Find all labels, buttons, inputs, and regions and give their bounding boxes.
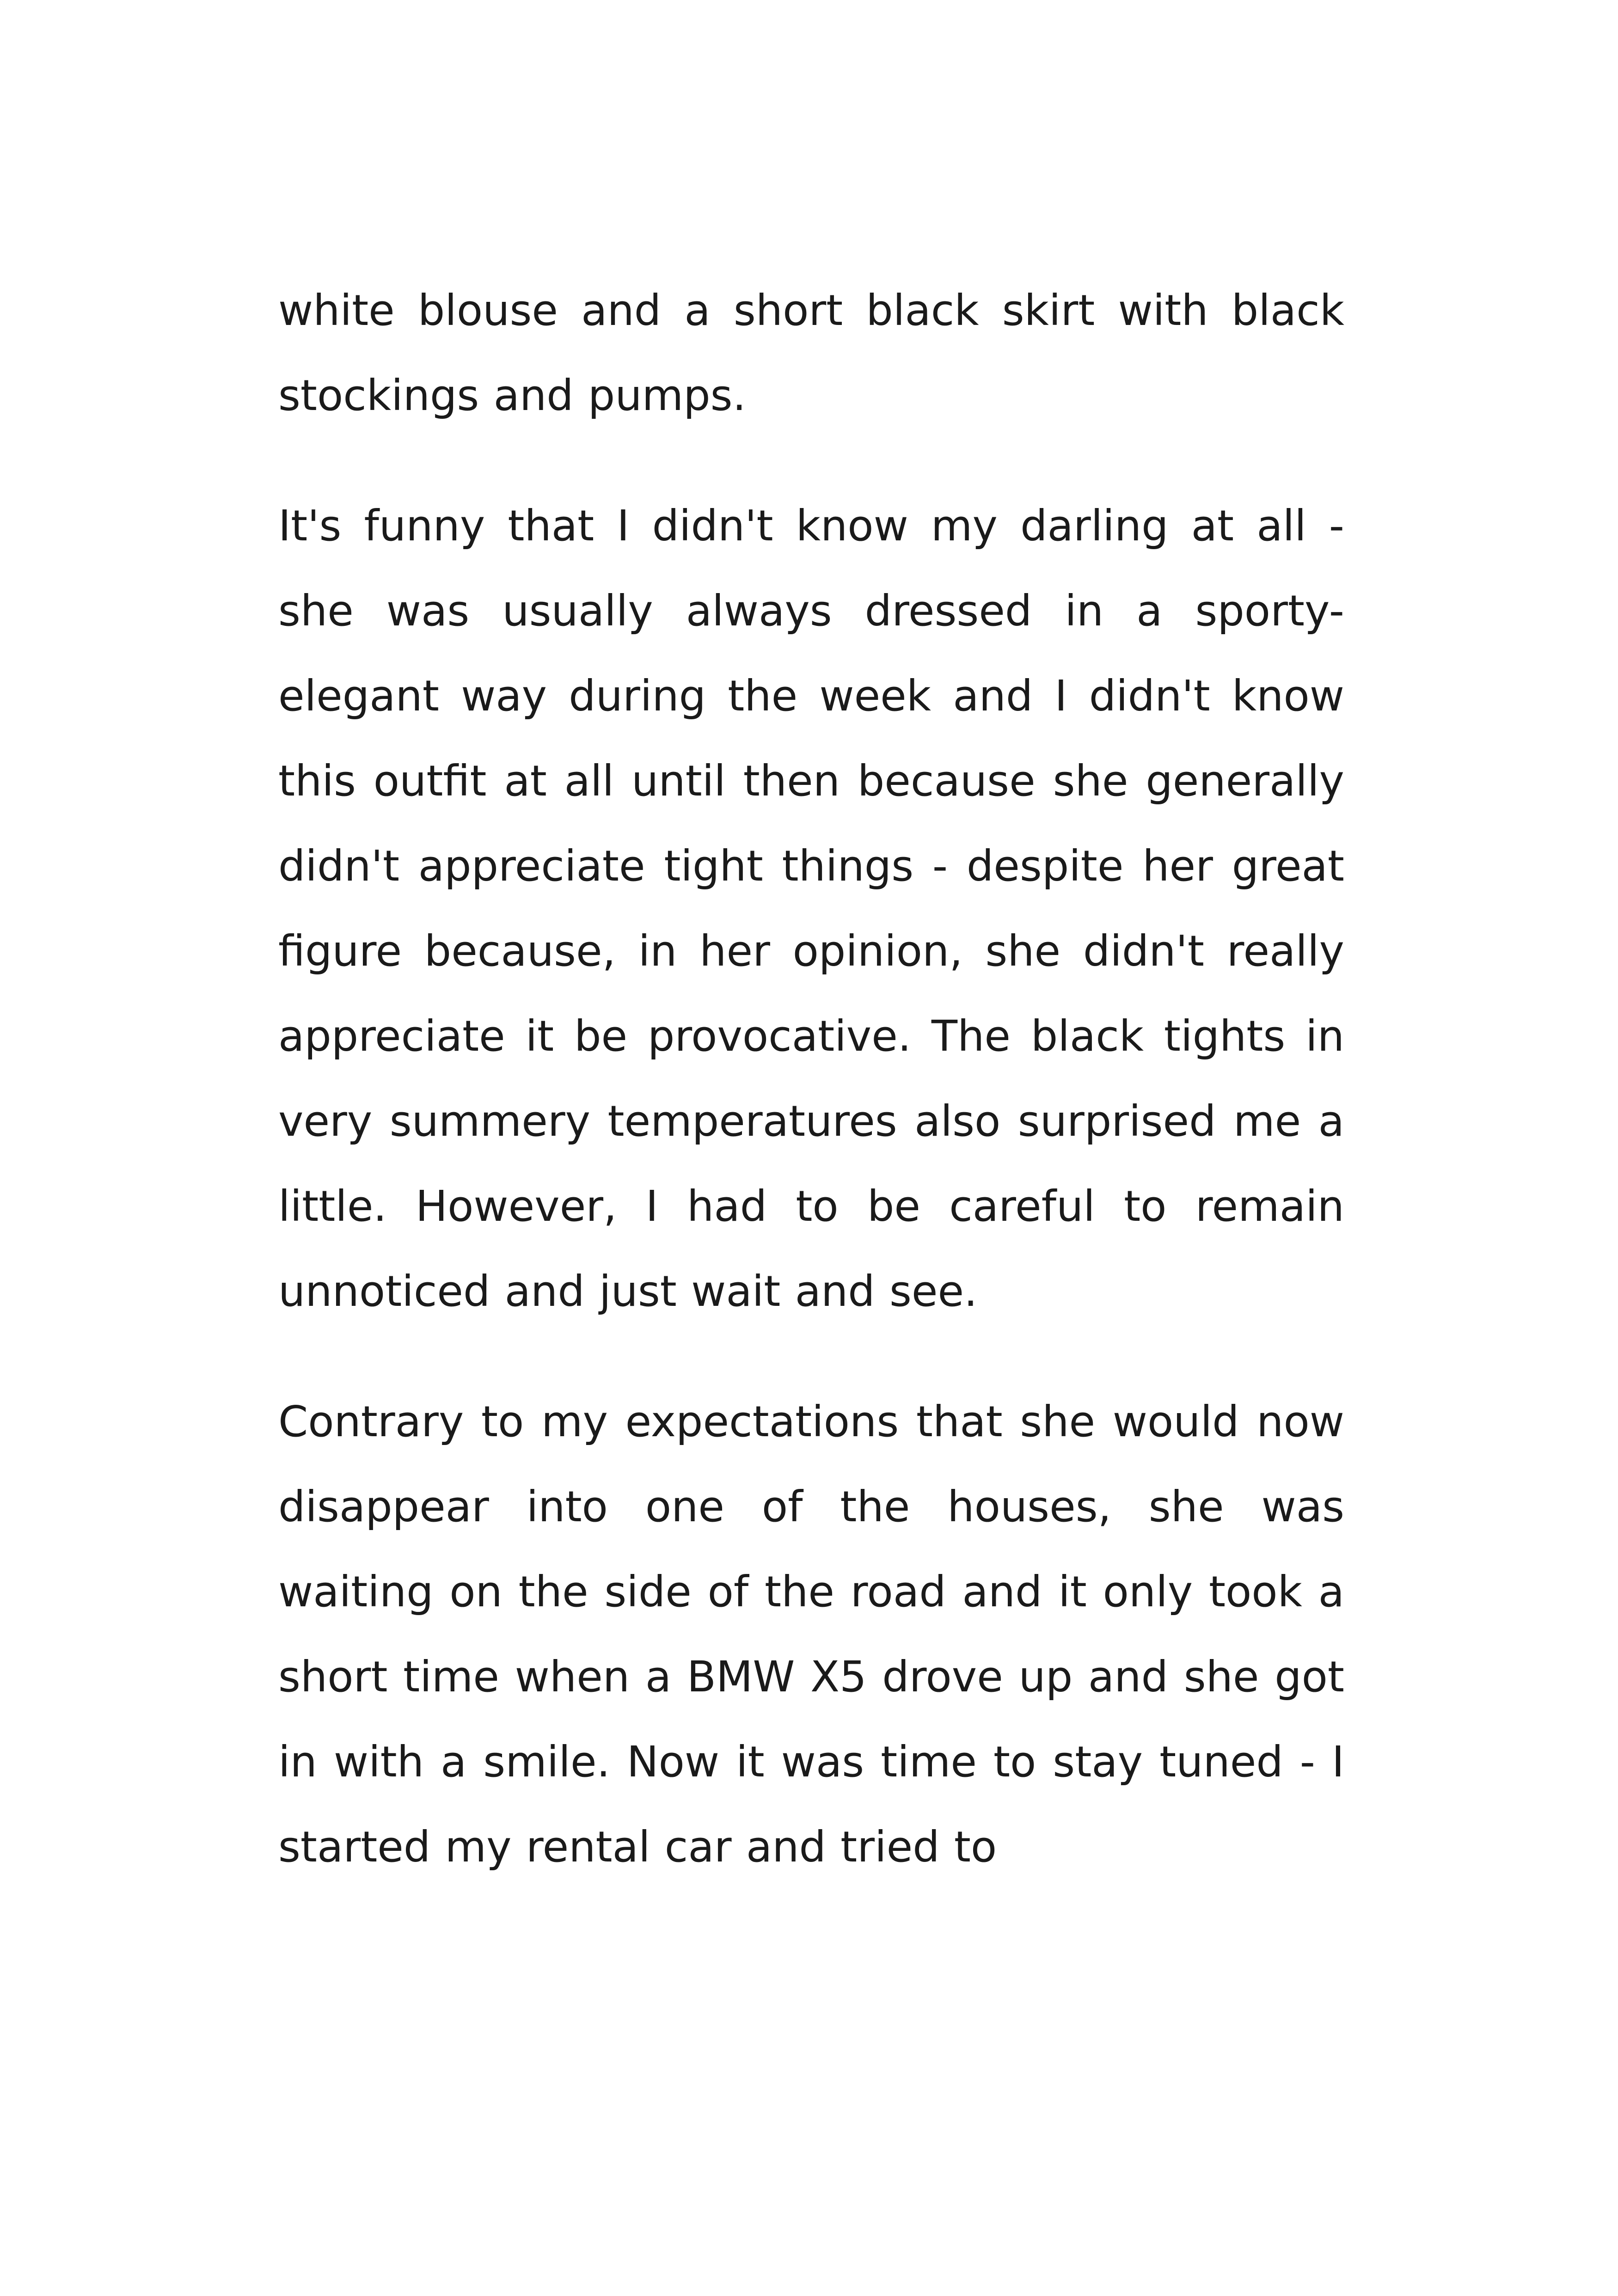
- paragraph-2: It's funny that I didn't know my darling at all - she was usually always dressed in a sporty-elegant way during the week and I didn't know this outfit at all until then because she generally didn't appreciate tight things - despite her great figure because, in her opinion, she didn't really appreciate it be provocative. The black tights in very summery temperatures also surprised me a little. However, I had to be careful to remain unnoticed and just wait and see.: [278, 501, 1344, 1316]
- paragraph-3: Contrary to my expectations that she would now disappear into one of the houses, she was waiting on the side of the road and it only took a short time when a BMW X5 drove up and she got in with a smile. Now it was time to stay tuned - I started my rental car and tried to: [278, 1397, 1344, 1872]
- text-column: [278, 268, 1344, 1935]
- paragraph-1: white blouse and a short black skirt with black stockings and pumps.: [278, 286, 1344, 420]
